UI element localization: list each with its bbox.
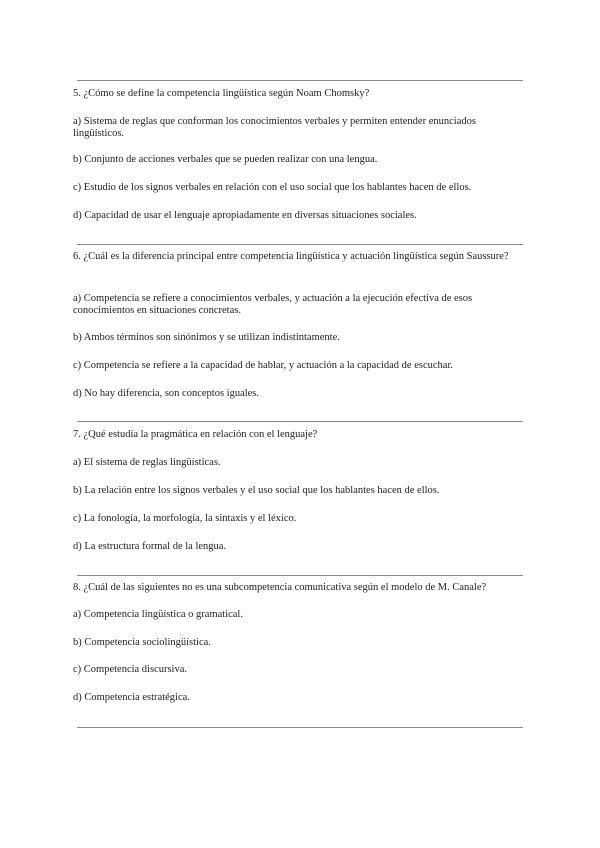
section-divider <box>77 575 523 576</box>
question-8-option-a: a) Competencia lingüística o gramatical. <box>73 609 243 620</box>
question-5-option-c: c) Estudio de los signos verbales en relación con el uso social que los hablantes hacen de ellos. <box>73 182 472 193</box>
section-divider <box>77 244 523 245</box>
question-5-option-a: a) Sistema de reglas que conforman los conocimientos verbales y permiten entender enunciados lingüísticos. <box>73 116 476 139</box>
question-8-option-d: d) Competencia estratégica. <box>73 692 190 703</box>
question-8-option-b: b) Competencia sociolingüística. <box>73 637 211 648</box>
question-5-option-d: d) Capacidad de usar el lenguaje apropiadamente en diversas situaciones sociales. <box>73 210 417 221</box>
question-6-option-b: b) Ambos términos son sinónimos y se utilizan indistintamente. <box>73 332 340 343</box>
question-7-title: 7. ¿Qué estudia la pragmática en relación con el lenguaje? <box>73 429 318 440</box>
question-5-title: 5. ¿Cómo se define la competencia lingüística según Noam Chomsky? <box>73 88 370 99</box>
question-7-option-b: b) La relación entre los signos verbales y el uso social que los hablantes hacen de ellos. <box>73 485 440 496</box>
question-8-option-c: c) Competencia discursiva. <box>73 664 188 675</box>
question-7-option-a: a) El sistema de reglas lingüísticas. <box>73 457 221 468</box>
section-divider <box>77 80 523 81</box>
section-divider <box>77 421 523 422</box>
question-6-option-d: d) No hay diferencia, son conceptos iguales. <box>73 388 260 399</box>
question-6-title: 6. ¿Cuál es la diferencia principal entre competencia lingüística y actuación lingüística según Saussure? <box>73 251 509 262</box>
question-6-option-a: a) Competencia se refiere a conocimientos verbales, y actuación a la ejecución efectiva de esos conocimientos en situaciones concretas. <box>73 293 473 316</box>
question-8-title: 8. ¿Cuál de las siguientes no es una subcompetencia comunicativa según el modelo de M. Canale? <box>73 582 487 593</box>
question-7-option-d: d) La estructura formal de la lengua. <box>73 541 227 552</box>
question-7-option-c: c) La fonología, la morfología, la sintaxis y el léxico. <box>73 513 297 524</box>
question-5-option-b: b) Conjunto de acciones verbales que se pueden realizar con una lengua. <box>73 154 378 165</box>
question-6-option-c: c) Competencia se refiere a la capacidad de hablar, y actuación a la capacidad de escuchar. <box>73 360 453 371</box>
section-divider <box>77 727 523 728</box>
